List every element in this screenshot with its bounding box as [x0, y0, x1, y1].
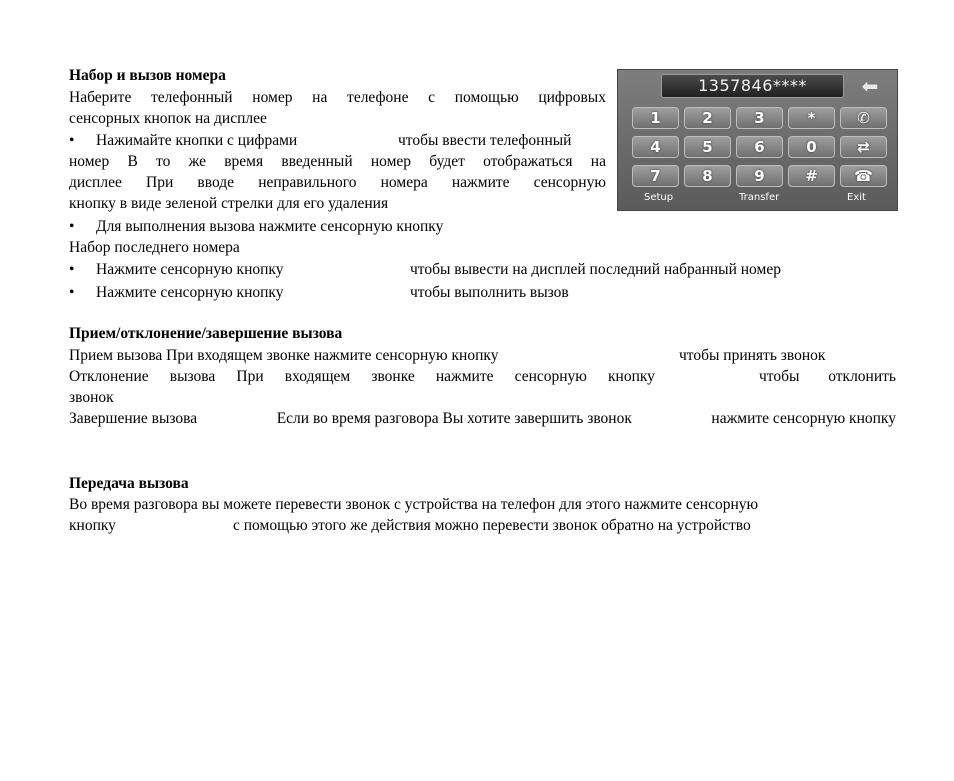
word: номер [252, 89, 293, 106]
word: При [236, 368, 264, 385]
bullet3-left: Нажмите сенсорную кнопку [96, 261, 284, 278]
word: сенсорную [533, 174, 606, 191]
bullet3-right: чтобы вывести на дисплей последний набранный номер [410, 261, 781, 278]
bullet1-line2 [69, 151, 606, 173]
bullet-marker: • [69, 218, 75, 235]
word: неправильного [258, 174, 357, 191]
para-dial-line2: сенсорных кнопок на дисплее [69, 110, 267, 127]
word: вызова [169, 368, 216, 385]
keypad-screenshot [617, 69, 898, 211]
word: номера [380, 174, 428, 191]
phrase: Завершение вызова [69, 410, 198, 427]
bullet-marker: • [69, 132, 75, 149]
transfer-icon[interactable]: ⇄ [840, 136, 887, 158]
bullet-marker: • [69, 261, 75, 278]
word: чтобы [759, 368, 800, 385]
transfer-line2-right: с помощью этого же действия можно перевести звонок обратно на устройство [233, 517, 751, 534]
word: Отклонение [69, 368, 149, 385]
key-4[interactable]: 4 [632, 136, 679, 158]
word: вводе [197, 174, 235, 191]
key-9[interactable]: 9 [736, 165, 783, 187]
reject-line-cont: звонок [69, 389, 114, 406]
word: номер [69, 153, 110, 170]
section-title-answer: Прием/отклонение/завершение вызова [69, 325, 343, 342]
key-5[interactable]: 5 [684, 136, 731, 158]
subtitle-redial: Набор последнего номера [69, 239, 240, 256]
phrase: нажмите сенсорную кнопку [711, 410, 896, 427]
word: номер [370, 153, 412, 170]
bullet1-line3 [69, 172, 606, 194]
word: телефонный [151, 89, 233, 106]
key-8[interactable]: 8 [684, 165, 731, 187]
para-dial-line1 [69, 87, 606, 109]
answer-line1-right: чтобы принять звонок [679, 347, 826, 364]
word: нажмите [451, 174, 510, 191]
reject-line-right [759, 366, 896, 388]
phrase: Если во время разговора Вы хотите завершить звонок [276, 410, 632, 427]
word: отклонить [828, 368, 896, 385]
word: цифровых [538, 89, 606, 106]
softkey-transfer[interactable]: Transfer [739, 192, 780, 203]
word: будет [429, 153, 465, 170]
section-title-dial: Набор и вызов номера [69, 67, 226, 84]
word: помощью [454, 89, 519, 106]
word: входящем [284, 368, 351, 385]
key-star[interactable]: * [788, 107, 835, 129]
answer-line1-left: Прием вызова При входящем звонке нажмите сенсорную кнопку [69, 347, 499, 364]
word: телефоне [347, 89, 409, 106]
section-title-transfer: Передача вызова [69, 475, 189, 492]
number-display: 1357846**** [661, 74, 844, 98]
word: время [224, 153, 264, 170]
key-6[interactable]: 6 [736, 136, 783, 158]
key-2[interactable]: 2 [684, 107, 731, 129]
transfer-line2-left: кнопку [69, 517, 116, 534]
bullet1-line1-right: чтобы ввести телефонный [398, 132, 572, 149]
word: отображаться [483, 153, 573, 170]
transfer-line1: Во время разговора вы можете перевести звонок с устройства на телефон для этого нажмите сенсорную [69, 496, 759, 513]
key-hash[interactable]: # [788, 165, 835, 187]
softkey-setup[interactable]: Setup [644, 192, 674, 203]
phone-icon[interactable]: ✆ [840, 107, 887, 129]
word: Наберите [69, 89, 132, 106]
end-call-line [69, 408, 896, 430]
word: с [428, 89, 436, 106]
bullet1-line1-left: Нажимайте кнопки с цифрами [96, 132, 298, 149]
key-1[interactable]: 1 [632, 107, 679, 129]
word: В [127, 153, 138, 170]
word: введенный [281, 153, 353, 170]
word: на [312, 89, 328, 106]
word: При [146, 174, 174, 191]
word: на [590, 153, 606, 170]
bullet1-line4: кнопку в виде зеленой стрелки для его удаления [69, 195, 389, 212]
key-3[interactable]: 3 [736, 107, 783, 129]
softkey-exit[interactable]: Exit [847, 192, 866, 203]
word: то [156, 153, 171, 170]
word: же [188, 153, 206, 170]
key-7[interactable]: 7 [632, 165, 679, 187]
bullet2-text: Для выполнения вызова нажмите сенсорную кнопку [96, 218, 444, 235]
bullet4-right: чтобы выполнить вызов [410, 284, 569, 301]
bullet4-left: Нажмите сенсорную кнопку [96, 284, 284, 301]
key-0[interactable]: 0 [788, 136, 835, 158]
word: сенсорную [514, 368, 587, 385]
word: кнопку [608, 368, 655, 385]
arrow-left-icon[interactable]: ⬅ [861, 74, 879, 98]
bullet-marker: • [69, 284, 75, 301]
hangup-icon[interactable]: ☎ [840, 165, 887, 187]
word: нажмите [435, 368, 494, 385]
word: дисплее [69, 174, 122, 191]
word: звонке [371, 368, 415, 385]
reject-line-left [69, 366, 655, 388]
